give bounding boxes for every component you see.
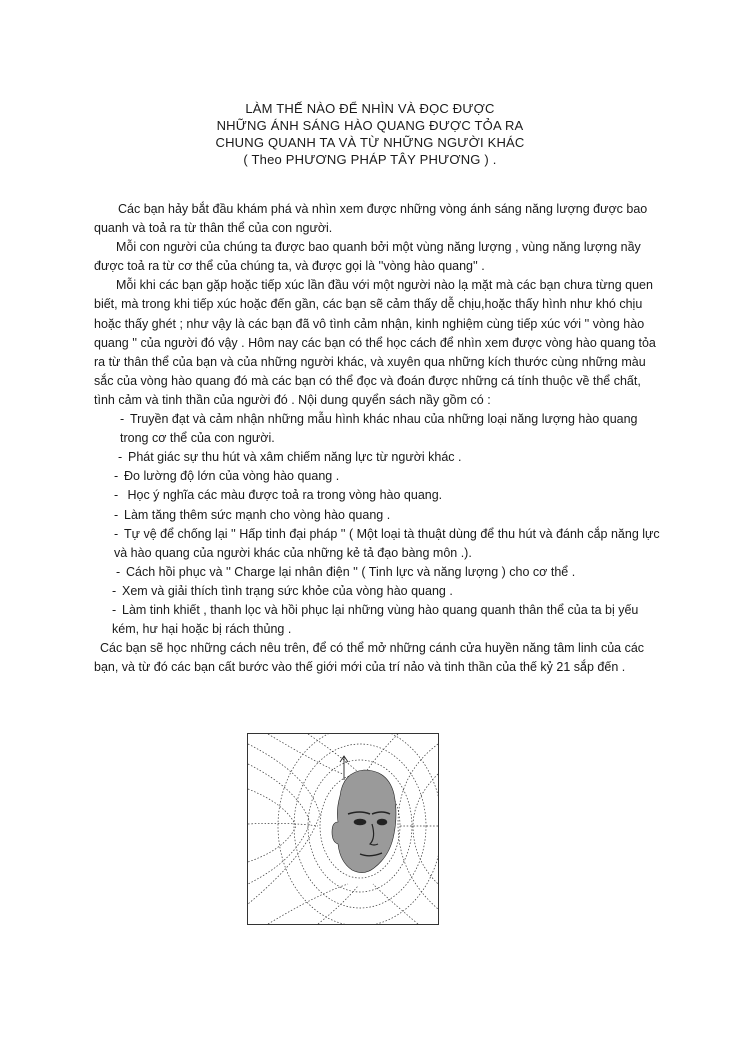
aura-head-drawing (248, 734, 438, 924)
list-dash: - (112, 583, 117, 598)
list-item-text: Làm tăng thêm sức mạnh cho vòng hào quang . (124, 507, 391, 522)
list-item (112, 582, 664, 601)
list-item (114, 467, 664, 486)
list-item-text: Đo lường độ lớn của vòng hào quang . (124, 469, 340, 484)
aura-illustration (247, 733, 439, 925)
title-line-2: NHỮNG ÁNH SÁNG HÀO QUANG ĐƯỢC TỎA RA (216, 118, 524, 133)
list-item-text: Tự vệ để chống lại '' Hấp tinh đại pháp '' ( Một loại tà thuật dùng để thu hút và đánh cắp năng lực và hào quang của người khác của những kẻ tả đạo bàng môn .). (114, 526, 660, 560)
list-item-text: Học ý nghĩa các màu được toả ra trong vòng hào quang. (124, 488, 443, 503)
document-body (94, 200, 664, 677)
list-item-text: Làm tinh khiết , thanh lọc và hồi phục lại những vùng hào quang quanh thân thể của ta bị yếu kém, hư hại hoặc bị rách thủng . (112, 602, 639, 637)
list-item (112, 601, 664, 639)
paragraph-book-overview: Mỗi khi các bạn gặp hoặc tiếp xúc lần đầu với một người nào lạ mặt mà các bạn chưa từng quen biết, mà trong khi tiếp xúc hoặc đến gần, các bạn sẽ cảm thấy dễ chịu,hoặc thấy hình như khó chịu hoặc thấy ghét ; như vậy là các bạn đã vô tình cảm nhận, kinh nghiệm cùng tiếp xúc với '' vòng hào quang '' của người đó vậy . Hôm nay các bạn có thể học cách để nhìn xem được vòng hào quang tỏa ra từ thân thể của bạn và của những người khác, và xuyên qua những kích thước cùng những màu sắc của vòng hào quang đó mà các bạn có thể đọc và đoán được những cá tính thuộc về thể chất, tình cảm và tinh thần của người đó . Nội dung quyển sách nầy gồm có : (94, 278, 656, 407)
list-item (114, 486, 664, 505)
paragraph-intro: Các bạn hảy bắt đầu khám phá và nhìn xem được những vòng ánh sáng năng lượng được bao quanh và toả ra từ thân thể của con người. (94, 202, 648, 236)
list-item (114, 506, 664, 525)
list-dash: - (116, 564, 121, 579)
title-line-3: CHUNG QUANH TA VÀ TỪ NHỮNG NGƯỜI KHÁC (215, 135, 525, 150)
list-dash: - (114, 526, 119, 541)
list-item (116, 563, 664, 582)
list-dash: - (114, 469, 119, 484)
list-dash: - (112, 602, 117, 617)
list-dash: - (120, 412, 125, 427)
list-item-text: Cách hồi phục và '' Charge lại nhân điện '' ( Tinh lực và năng lượng ) cho cơ thể . (126, 564, 576, 579)
contents-list (94, 410, 664, 639)
list-dash: - (118, 450, 123, 465)
list-item (114, 525, 664, 563)
list-item-text: Xem và giải thích tình trạng sức khỏe của vòng hào quang . (122, 583, 453, 598)
list-dash: - (114, 507, 119, 522)
paragraph-aura-definition: Mỗi con người của chúng ta được bao quanh bởi một vùng năng lượng , vùng năng lượng nầy được toả ra từ cơ thể của chúng ta, và được gọi là ''vòng hào quang'' . (94, 240, 641, 274)
document-title (130, 100, 610, 168)
list-item (120, 410, 664, 448)
list-dash: - (114, 488, 119, 503)
closing-paragraph: Các bạn sẽ học những cách nêu trên, để có thể mở những cánh cửa huyền năng tâm linh của các bạn, và từ đó các bạn cất bước vào thế giới mới của trí nảo và tinh thần của thế kỷ 21 sắp đến . (94, 641, 645, 675)
list-item (118, 448, 664, 467)
list-item-text: Phát giác sự thu hút và xâm chiếm năng lực từ người khác . (128, 450, 462, 465)
list-item-text: Truyền đạt và cảm nhận những mẫu hình khác nhau của những loại năng lượng hào quang trong cơ thể của con người. (120, 412, 638, 446)
title-line-1: LÀM THẾ NÀO ĐỂ NHÌN VÀ ĐỌC ĐƯỢC (245, 101, 495, 116)
title-line-4: ( Theo PHƯƠNG PHÁP TÂY PHƯƠNG ) . (243, 152, 497, 167)
